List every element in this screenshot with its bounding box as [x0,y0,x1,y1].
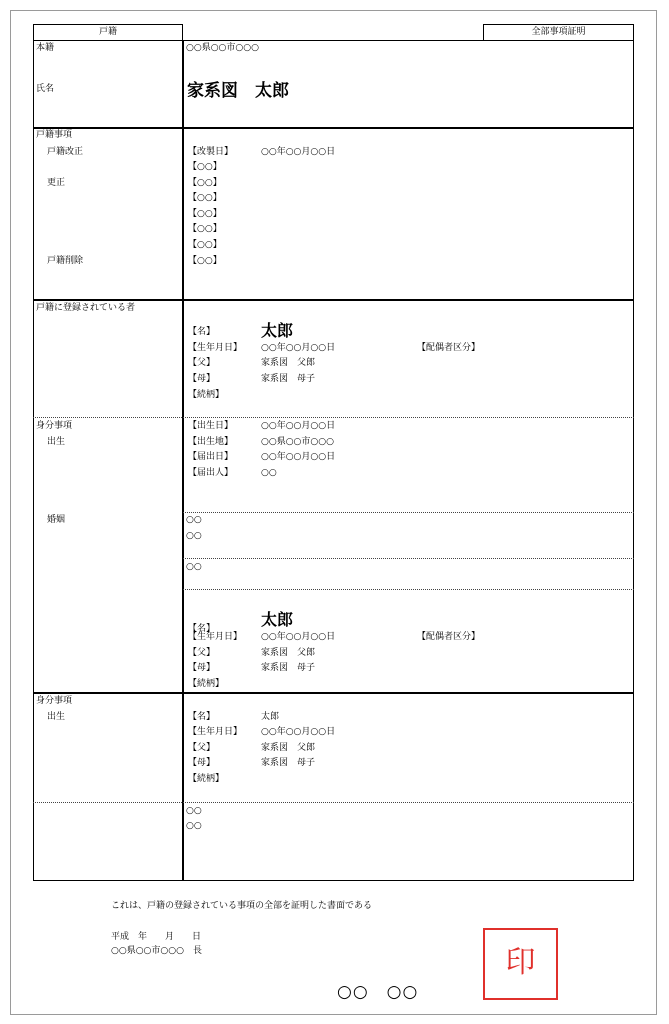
member2-birth-label: 【生年月日】 [188,632,243,642]
dotted-separator [183,512,634,513]
member-father-label: 【父】 [188,358,216,368]
member-mother-label: 【母】 [188,374,216,384]
koseki-line: 【○○】 [188,224,222,234]
mibun2-mother-label: 【母】 [188,758,216,768]
reporter-label: 【届出人】 [188,468,234,478]
reporter-value: ○○ [261,468,277,478]
member-relation-label: 【続柄】 [188,390,225,400]
member-mother: 家系図 母子 [261,374,316,384]
honseki-value: ○○県○○市○○○ [186,43,259,53]
header-right-title: 全部事項証明 [483,24,634,41]
member2-mother-label: 【母】 [188,663,216,673]
member2-spouse-label: 【配偶者区分】 [417,632,481,642]
mibun-label: 身分事項 [36,421,73,431]
kaisei-date-label: 【改製日】 [188,147,234,157]
koseki-jiko-label: 戸籍事項 [36,130,73,140]
mibun2-birth-sublabel: 出生 [47,712,66,722]
member2-relation-label: 【続柄】 [188,679,225,689]
member2-name: 太郎 [261,610,294,629]
mibun2-father: 家系図 父郎 [261,743,316,753]
koseki-line: 【○○】 [188,240,222,250]
separator-line [33,299,634,301]
member2-name-label: 【名】 [188,624,216,634]
extra-line: ○○ [186,562,202,572]
honseki-label: 本籍 [36,43,55,53]
dotted-separator [33,417,634,418]
kosei-label: 更正 [47,178,66,188]
koseki-sakujo-label: 戸籍削除 [47,256,84,266]
member2-father-label: 【父】 [188,648,216,658]
member-name: 太郎 [261,321,294,340]
certification-statement: これは、戸籍の登録されている事項の全部を証明した書面である [111,901,373,911]
mibun2-birth-label: 【生年月日】 [188,727,243,737]
column-divider [182,40,184,881]
report-date-value: ○○年○○月○○日 [261,452,336,462]
koseki-line: 【○○】 [188,209,222,219]
issue-date: 平成 年 月 日 [111,932,202,942]
member2-father: 家系図 父郎 [261,648,316,658]
shimei-label: 氏名 [36,84,55,94]
marriage-line: ○○ [186,531,202,541]
member2-mother: 家系図 母子 [261,663,316,673]
member-section-label: 戸籍に登録されている者 [36,303,136,313]
member-birth-label: 【生年月日】 [188,343,243,353]
member-birth: ○○年○○月○○日 [261,343,336,353]
signature: ○○ ○○ [337,982,419,1002]
mibun2-name-label: 【名】 [188,712,216,722]
koseki-line: 【○○】 [188,256,222,266]
dotted-separator [183,589,634,590]
member-name-label: 【名】 [188,327,216,337]
koseki-kaisei-label: 戸籍改正 [47,147,84,157]
shimei-value: 家系図 太郎 [187,81,289,101]
dotted-separator [33,802,634,803]
mibun2-father-label: 【父】 [188,743,216,753]
birthday-label: 【出生日】 [188,421,234,431]
separator-line [33,127,634,129]
koseki-line: 【○○】 [188,193,222,203]
member-spouse-label: 【配偶者区分】 [417,343,481,353]
header-left-title: 戸籍 [33,24,183,41]
koseki-line: 【○○】 [188,162,222,172]
mibun2-name: 太郎 [261,712,280,722]
mibun2-bottom-line: ○○ [186,806,202,816]
mibun-marriage-sublabel: 婚姻 [47,515,66,525]
mibun2-bottom-line: ○○ [186,821,202,831]
koseki-line: 【○○】 [188,178,222,188]
member2-birth: ○○年○○月○○日 [261,632,336,642]
mibun2-label: 身分事項 [36,696,73,706]
separator-line [33,692,634,694]
issuer: ○○県○○市○○○ 長 [111,946,202,956]
member-father: 家系図 父郎 [261,358,316,368]
official-seal: 印 [483,928,558,1000]
mibun-birth-sublabel: 出生 [47,437,66,447]
birthplace-label: 【出生地】 [188,437,234,447]
mibun2-mother: 家系図 母子 [261,758,316,768]
report-date-label: 【届出日】 [188,452,234,462]
birthplace-value: ○○県○○市○○○ [261,437,334,447]
kaisei-date-value: ○○年○○月○○日 [261,147,336,157]
mibun2-birth: ○○年○○月○○日 [261,727,336,737]
dotted-separator [183,558,634,559]
marriage-line: ○○ [186,515,202,525]
birthday-value: ○○年○○月○○日 [261,421,336,431]
mibun2-relation-label: 【続柄】 [188,774,225,784]
